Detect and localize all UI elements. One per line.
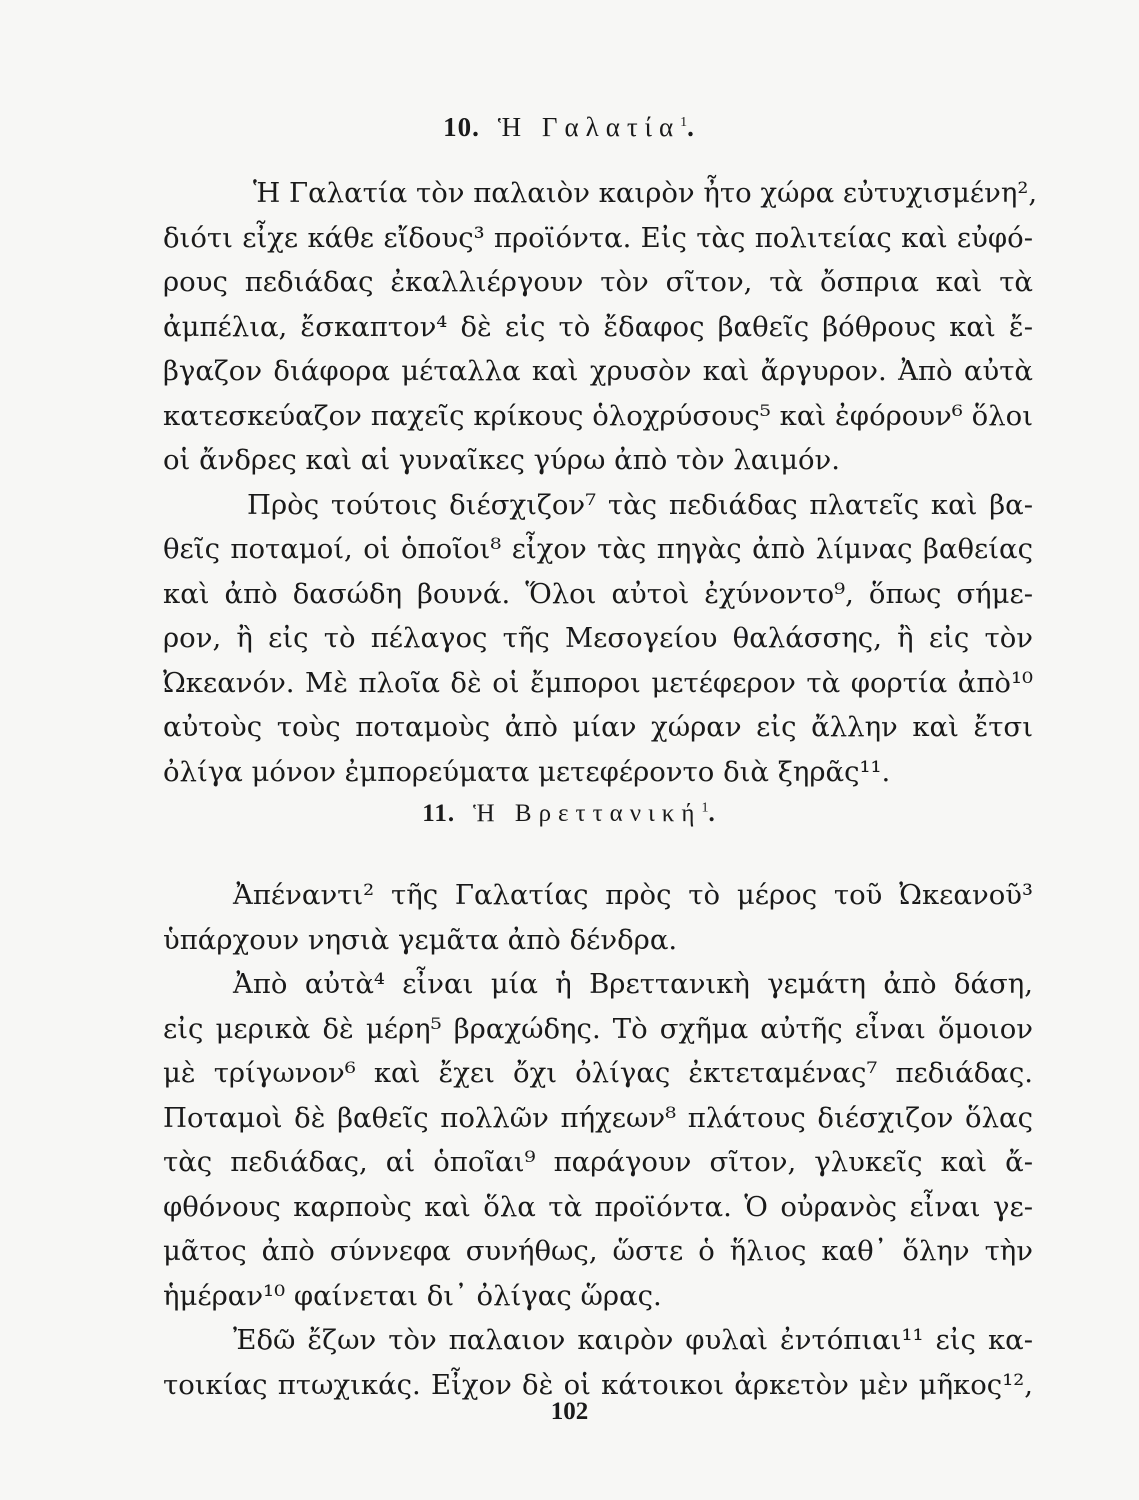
page-number: 102 [550, 1398, 589, 1425]
section-10-title-footnote-mark: 1 [680, 115, 688, 130]
text-line: Ἀπέναντι² τῆς Γαλατίας πρὸς τὸ μέρος τοῦ Ὠκεανοῦ³ [233, 879, 1033, 911]
section-11-number: 11. [422, 800, 456, 827]
section-10-heading: 10. Ἡ Γαλατία$^1$. [443, 112, 696, 142]
text-line: ρον, ἢ εἰς τὸ πέλαγος τῆς Μεσογείου θαλάσσης, ἢ εἰς τὸν [163, 622, 1033, 654]
section-10-number: 10. [443, 112, 480, 142]
section-11-body [163, 873, 1033, 1407]
text-line: θεῖς ποταμοί, οἱ ὁποῖοι⁸ εἶχον τὰς πηγὰς ἀπὸ λίμνας βαθείας [163, 533, 1033, 565]
text-line: διότι εἶχε κάθε εἴδους³ προϊόντα. Εἰς τὰς πολιτείας καὶ εὐφό- [163, 221, 1033, 254]
text-line: αὐτοὺς τοὺς ποταμοὺς ἀπὸ μίαν χώραν εἰς ἄλλην καὶ ἔτσι [163, 711, 1033, 743]
text-line: βγαζον διάφορα μέταλλα καὶ χρυσὸν καὶ ἄργυρον. Ἀπὸ αὐτὰ [163, 355, 1033, 387]
text-line: ρους πεδιάδας ἐκαλλιέργουν τὸν σῖτον, τὰ ὄσπρια καὶ τὰ [163, 266, 1033, 298]
section-11-title-footnote-mark: 1 [701, 800, 709, 816]
text-line: καὶ ἀπὸ δασώδη βουνά. Ὅλοι αὐτοὶ ἐχύνοντο⁹, ὅπως σήμε- [163, 577, 1033, 610]
section-10-title: Ἡ Γαλατία [497, 112, 681, 142]
text-line: κατεσκεύαζον παχεῖς κρίκους ὁλοχρύσους⁵ καὶ ἐφόρουν⁶ ὅλοι [163, 399, 1033, 432]
section-11-title: Ἡ Βρεττανική [473, 800, 702, 827]
text-line: ὑπάρχουν νησιὰ γεμᾶτα ἀπὸ δένδρα. [163, 923, 678, 956]
text-line: ἡμέραν¹⁰ φαίνεται δι᾽ ὀλίγας ὥρας. [163, 1279, 662, 1312]
text-line: Ἀπὸ αὐτὰ⁴ εἶναι μία ἡ Βρεττανικὴ γεμάτη ἀπὸ δάση, [233, 968, 1033, 1000]
text-line: μὲ τρίγωνον⁶ καὶ ἔχει ὄχι ὀλίγας ἐκτεταμένας⁷ πεδιάδας. [163, 1057, 1033, 1089]
text-line: ὀλίγα μόνον ἐμπορεύματα μετεφέροντο διὰ ξηρᾶς¹¹. [163, 755, 891, 788]
text-line: τὰς πεδιάδας, αἱ ὁποῖαι⁹ παράγουν σῖτον, γλυκεῖς καὶ ἄ- [163, 1146, 1033, 1178]
text-line: οἱ ἄνδρες καὶ αἱ γυναῖκες γύρω ἀπὸ τὸν λαιμόν. [163, 444, 840, 476]
text-line: Ποταμοὶ δὲ βαθεῖς πολλῶν πήχεων⁸ πλάτους διέσχιζον ὅλας [163, 1101, 1033, 1134]
text-line: Ὠκεανόν. Μὲ πλοῖα δὲ οἱ ἔμποροι μετέφερον τὰ φορτία ἀπὸ¹⁰ [163, 666, 1033, 699]
section-10-body [163, 171, 1038, 794]
text-line: ἀμπέλια, ἔσκαπτον⁴ δὲ εἰς τὸ ἔδαφος βαθεῖς βόθρους καὶ ἔ- [163, 310, 1033, 343]
text-line: εἰς μερικὰ δὲ μέρη⁵ βραχώδης. Τὸ σχῆμα αὐτῆς εἶναι ὅμοιον [163, 1012, 1033, 1045]
text-line: τοικίας πτωχικάς. Εἶχον δὲ οἱ κάτοικοι ἀρκετὸν μὲν μῆκος¹², [163, 1368, 1033, 1401]
text-line: Ἐδῶ ἔζων τὸν παλαιον καιρὸν φυλαὶ ἐντόπιαι¹¹ εἰς κα- [233, 1324, 1033, 1356]
text-line: φθόνους καρποὺς καὶ ὅλα τὰ προϊόντα. Ὁ οὐρανὸς εἶναι γε- [163, 1190, 1033, 1223]
text-line: Πρὸς τούτοις διέσχιζον⁷ τὰς πεδιάδας πλατεῖς καὶ βα- [247, 488, 1033, 521]
text-line: Ἡ Γαλατία τὸν παλαιὸν καιρὸν ἦτο χώρα εὐτυχισμένη², [253, 177, 1038, 209]
section-11-heading: 11. Ἡ Βρεττανική$^1$. [422, 800, 717, 827]
text-line: μᾶτος ἀπὸ σύννεφα συνήθως, ὥστε ὁ ἥλιος καθ᾽ ὅλην τὴν [163, 1235, 1033, 1267]
